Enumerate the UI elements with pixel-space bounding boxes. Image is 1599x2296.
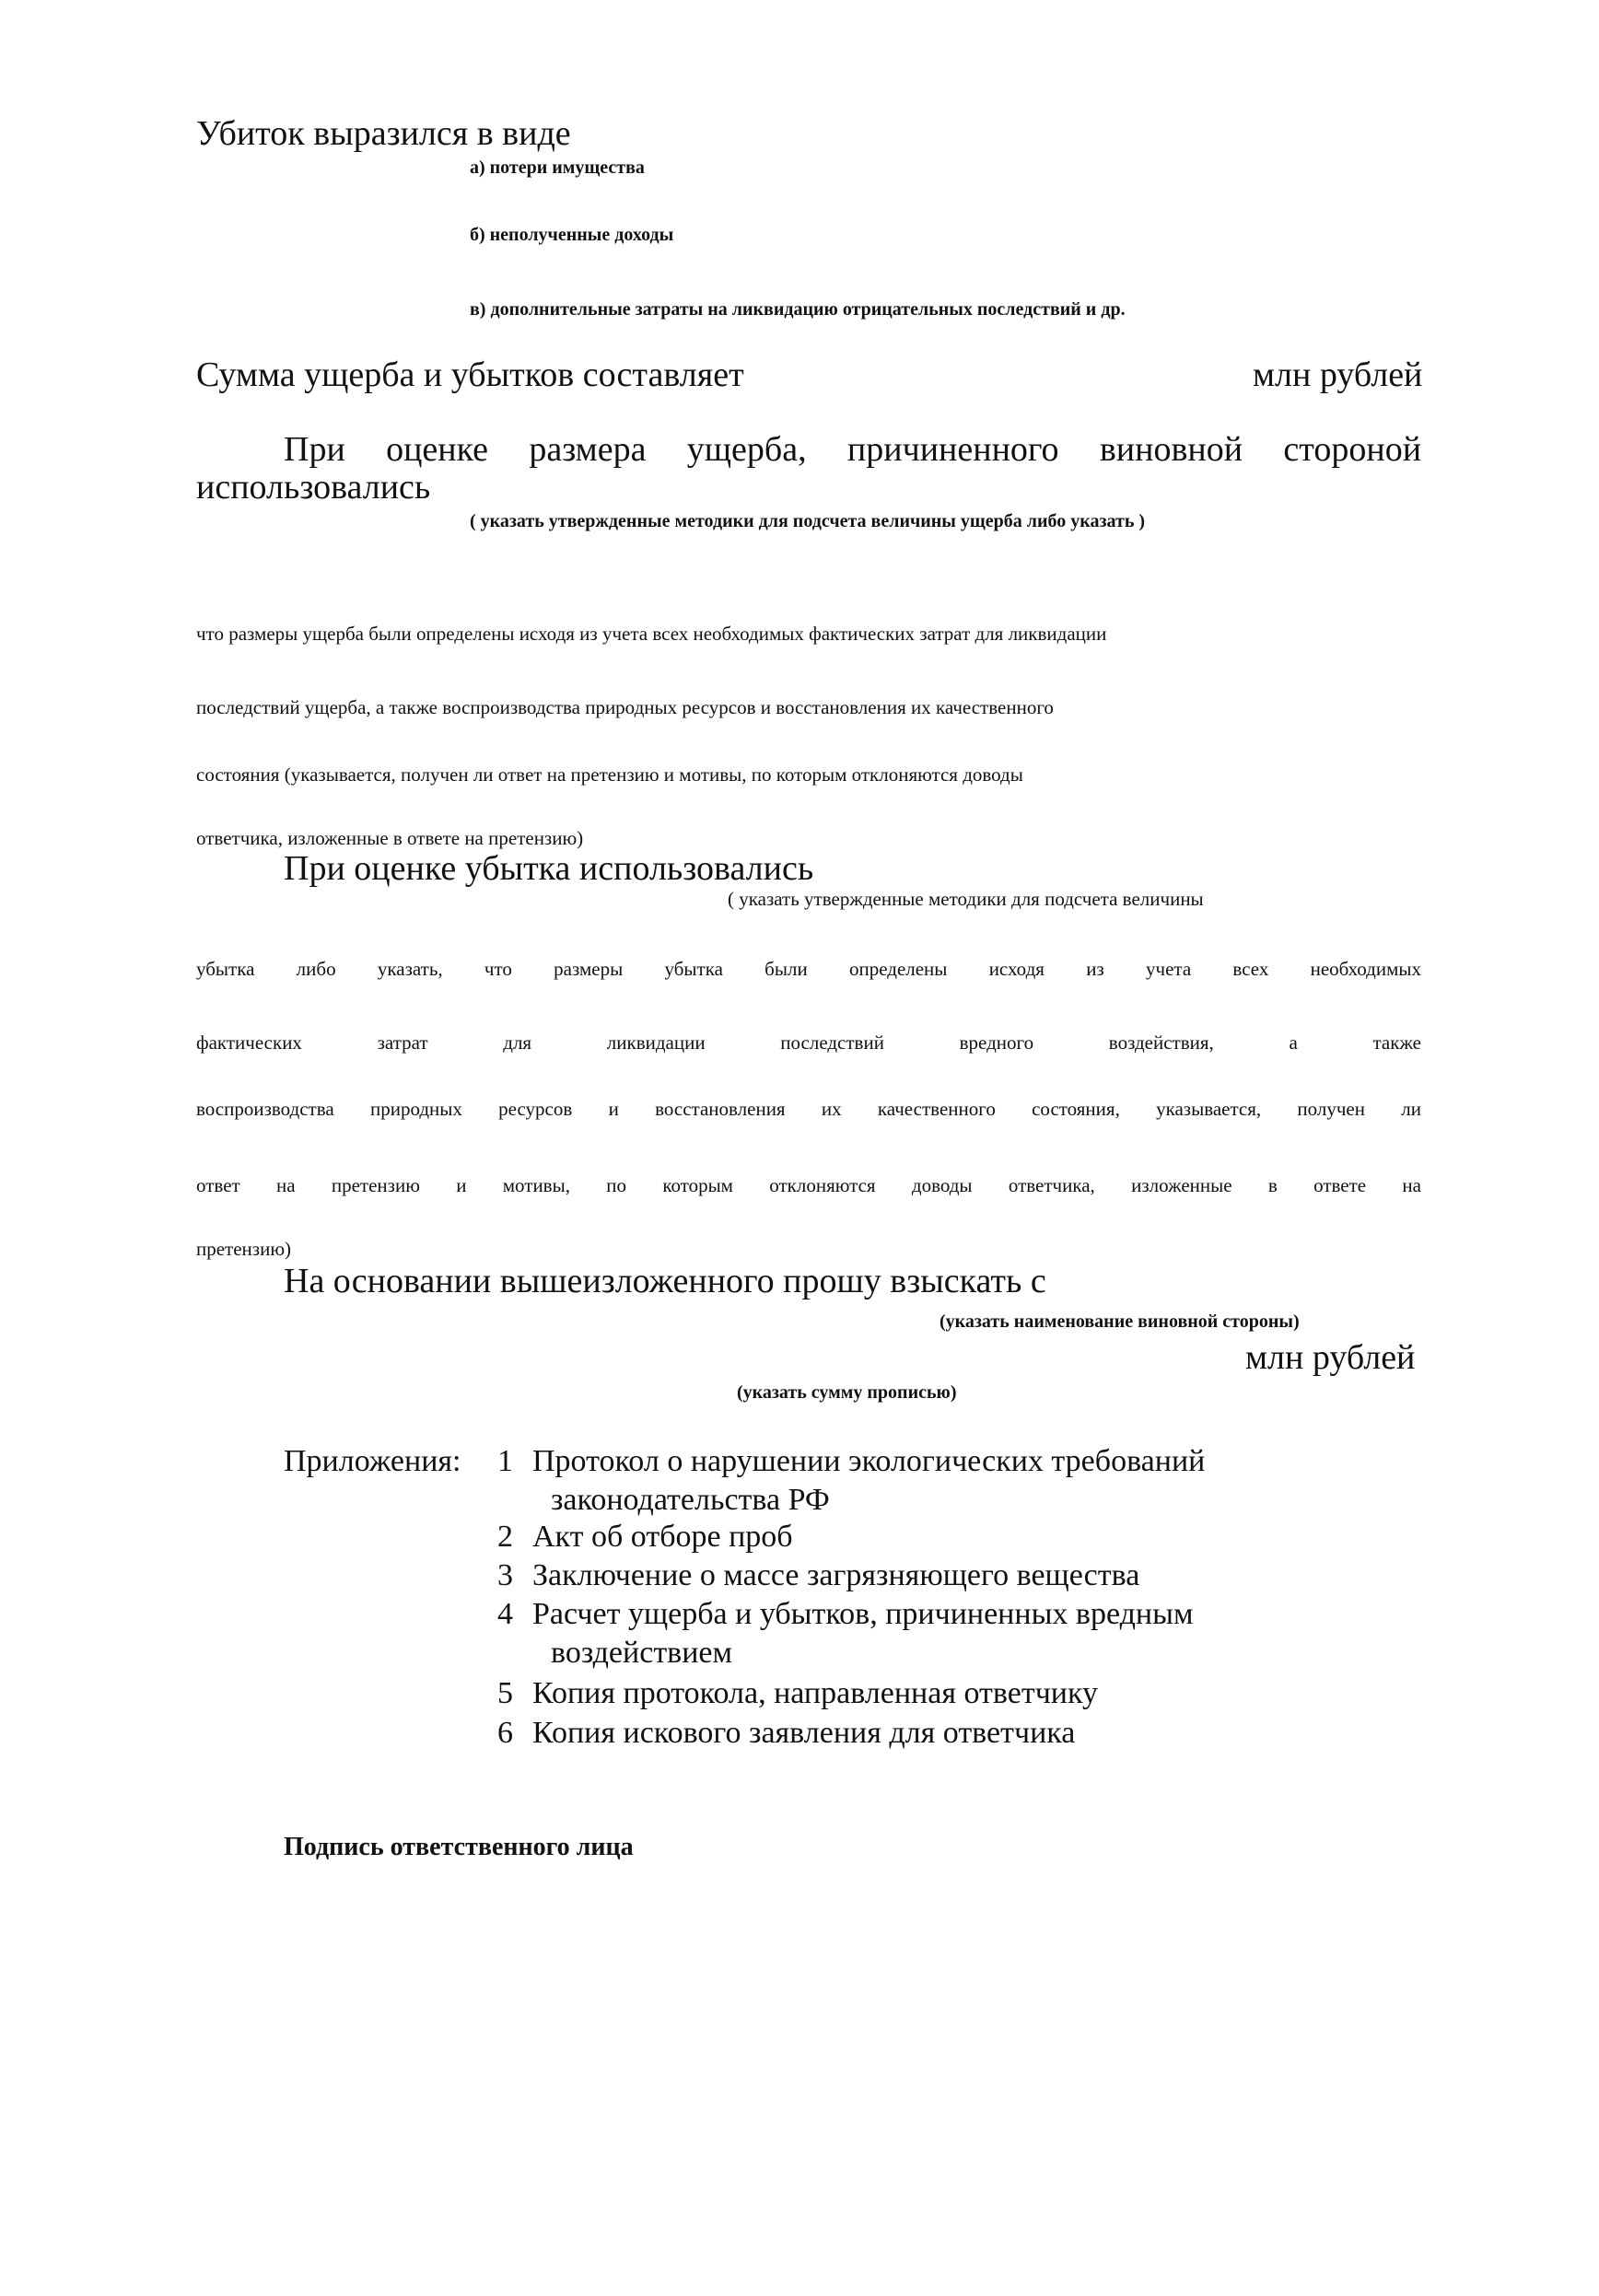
loss-para-line: претензию) bbox=[196, 1238, 292, 1260]
loss-heading: При оценке убытка использовались bbox=[284, 849, 814, 888]
loss-item-c: в) дополнительные затраты на ликвидацию отрицательных последствий и др. bbox=[470, 299, 1126, 320]
word: стороной bbox=[1283, 430, 1422, 469]
damage-para-line: ответчика, изложенные в ответе на претензию) bbox=[196, 827, 584, 849]
appendix-item bbox=[497, 1446, 1205, 1477]
appendix-text: Протокол о нарушении экологических требований bbox=[532, 1444, 1206, 1478]
word: размера bbox=[529, 430, 647, 469]
appendix-text: Копия протокола, направленная ответчику bbox=[532, 1676, 1099, 1710]
appendices-label: Приложения: bbox=[284, 1444, 461, 1478]
appendix-number: 2 bbox=[497, 1520, 513, 1554]
loss-para-line: ответ на претензию и мотивы, по которым отклоняются доводы ответчика, изложенные в ответе на bbox=[196, 1174, 1421, 1196]
damage-heading bbox=[284, 429, 1421, 470]
word: ущерба, bbox=[686, 430, 807, 469]
word: причиненного bbox=[846, 430, 1059, 469]
sum-unit: млн рублей bbox=[1253, 355, 1423, 394]
loss-para-line: фактических затрат для ликвидации последствий вредного воздействия, а также bbox=[196, 1031, 1421, 1054]
damage-para-line: что размеры ущерба были определены исходя из учета всех необходимых фактических затрат для ликвидации bbox=[196, 623, 1107, 645]
loss-para-line: воспроизводства природных ресурсов и восстановления их качественного состояния, указывается, получен ли bbox=[196, 1098, 1421, 1120]
claim-party-hint: (указать наименование виновной стороны) bbox=[940, 1311, 1300, 1332]
appendix-text: Копия искового заявления для ответчика bbox=[532, 1716, 1076, 1750]
loss-item-b: б) неполученные доходы bbox=[470, 225, 674, 245]
damage-heading-cont: использовались bbox=[196, 468, 431, 507]
appendix-item-cont: законодательства РФ bbox=[551, 1483, 830, 1517]
word: оценке bbox=[386, 430, 489, 469]
loss-para-line: убытка либо указать, что размеры убытка были определены исходя из учета всех необходимых bbox=[196, 958, 1421, 980]
claim-text: На основании вышеизложенного прошу взыскать с bbox=[284, 1262, 1046, 1300]
appendix-text: Заключение о массе загрязняющего вещества bbox=[532, 1558, 1140, 1592]
loss-item-a: а) потери имущества bbox=[470, 157, 645, 178]
damage-hint: ( указать утвержденные методики для подсчета величины ущерба либо указать ) bbox=[470, 511, 1146, 531]
damage-para-line: последствий ущерба, а также воспроизводства природных ресурсов и восстановления их качественного bbox=[196, 696, 1054, 718]
appendix-item-cont: воздействием bbox=[551, 1636, 733, 1670]
appendix-number: 5 bbox=[497, 1676, 513, 1710]
appendix-number: 6 bbox=[497, 1716, 513, 1750]
appendix-text: Акт об отборе проб bbox=[532, 1520, 793, 1554]
sum-label: Сумма ущерба и убытков составляет bbox=[196, 355, 744, 394]
signature-line: Подпись ответственного лица bbox=[284, 1833, 634, 1861]
word: При bbox=[284, 430, 345, 469]
appendix-item bbox=[497, 1718, 1075, 1749]
word: виновной bbox=[1099, 430, 1243, 469]
appendix-item bbox=[497, 1560, 1139, 1591]
damage-para-line: состояния (указывается, получен ли ответ на претензию и мотивы, по которым отклоняются доводы bbox=[196, 763, 1023, 786]
loss-hint: ( указать утвержденные методики для подсчета величины bbox=[728, 888, 1204, 910]
losses-title: Убиток выразился в виде bbox=[196, 114, 571, 153]
appendix-number: 4 bbox=[497, 1597, 513, 1631]
appendix-text: Расчет ущерба и убытков, причиненных вредным bbox=[532, 1597, 1194, 1631]
appendix-number: 1 bbox=[497, 1444, 513, 1478]
appendix-number: 3 bbox=[497, 1558, 513, 1592]
appendix-item bbox=[497, 1678, 1098, 1709]
claim-amount-unit: млн рублей bbox=[1245, 1338, 1416, 1377]
appendix-item bbox=[497, 1521, 793, 1553]
appendix-item bbox=[497, 1599, 1193, 1630]
claim-amount-hint: (указать сумму прописью) bbox=[737, 1382, 957, 1403]
